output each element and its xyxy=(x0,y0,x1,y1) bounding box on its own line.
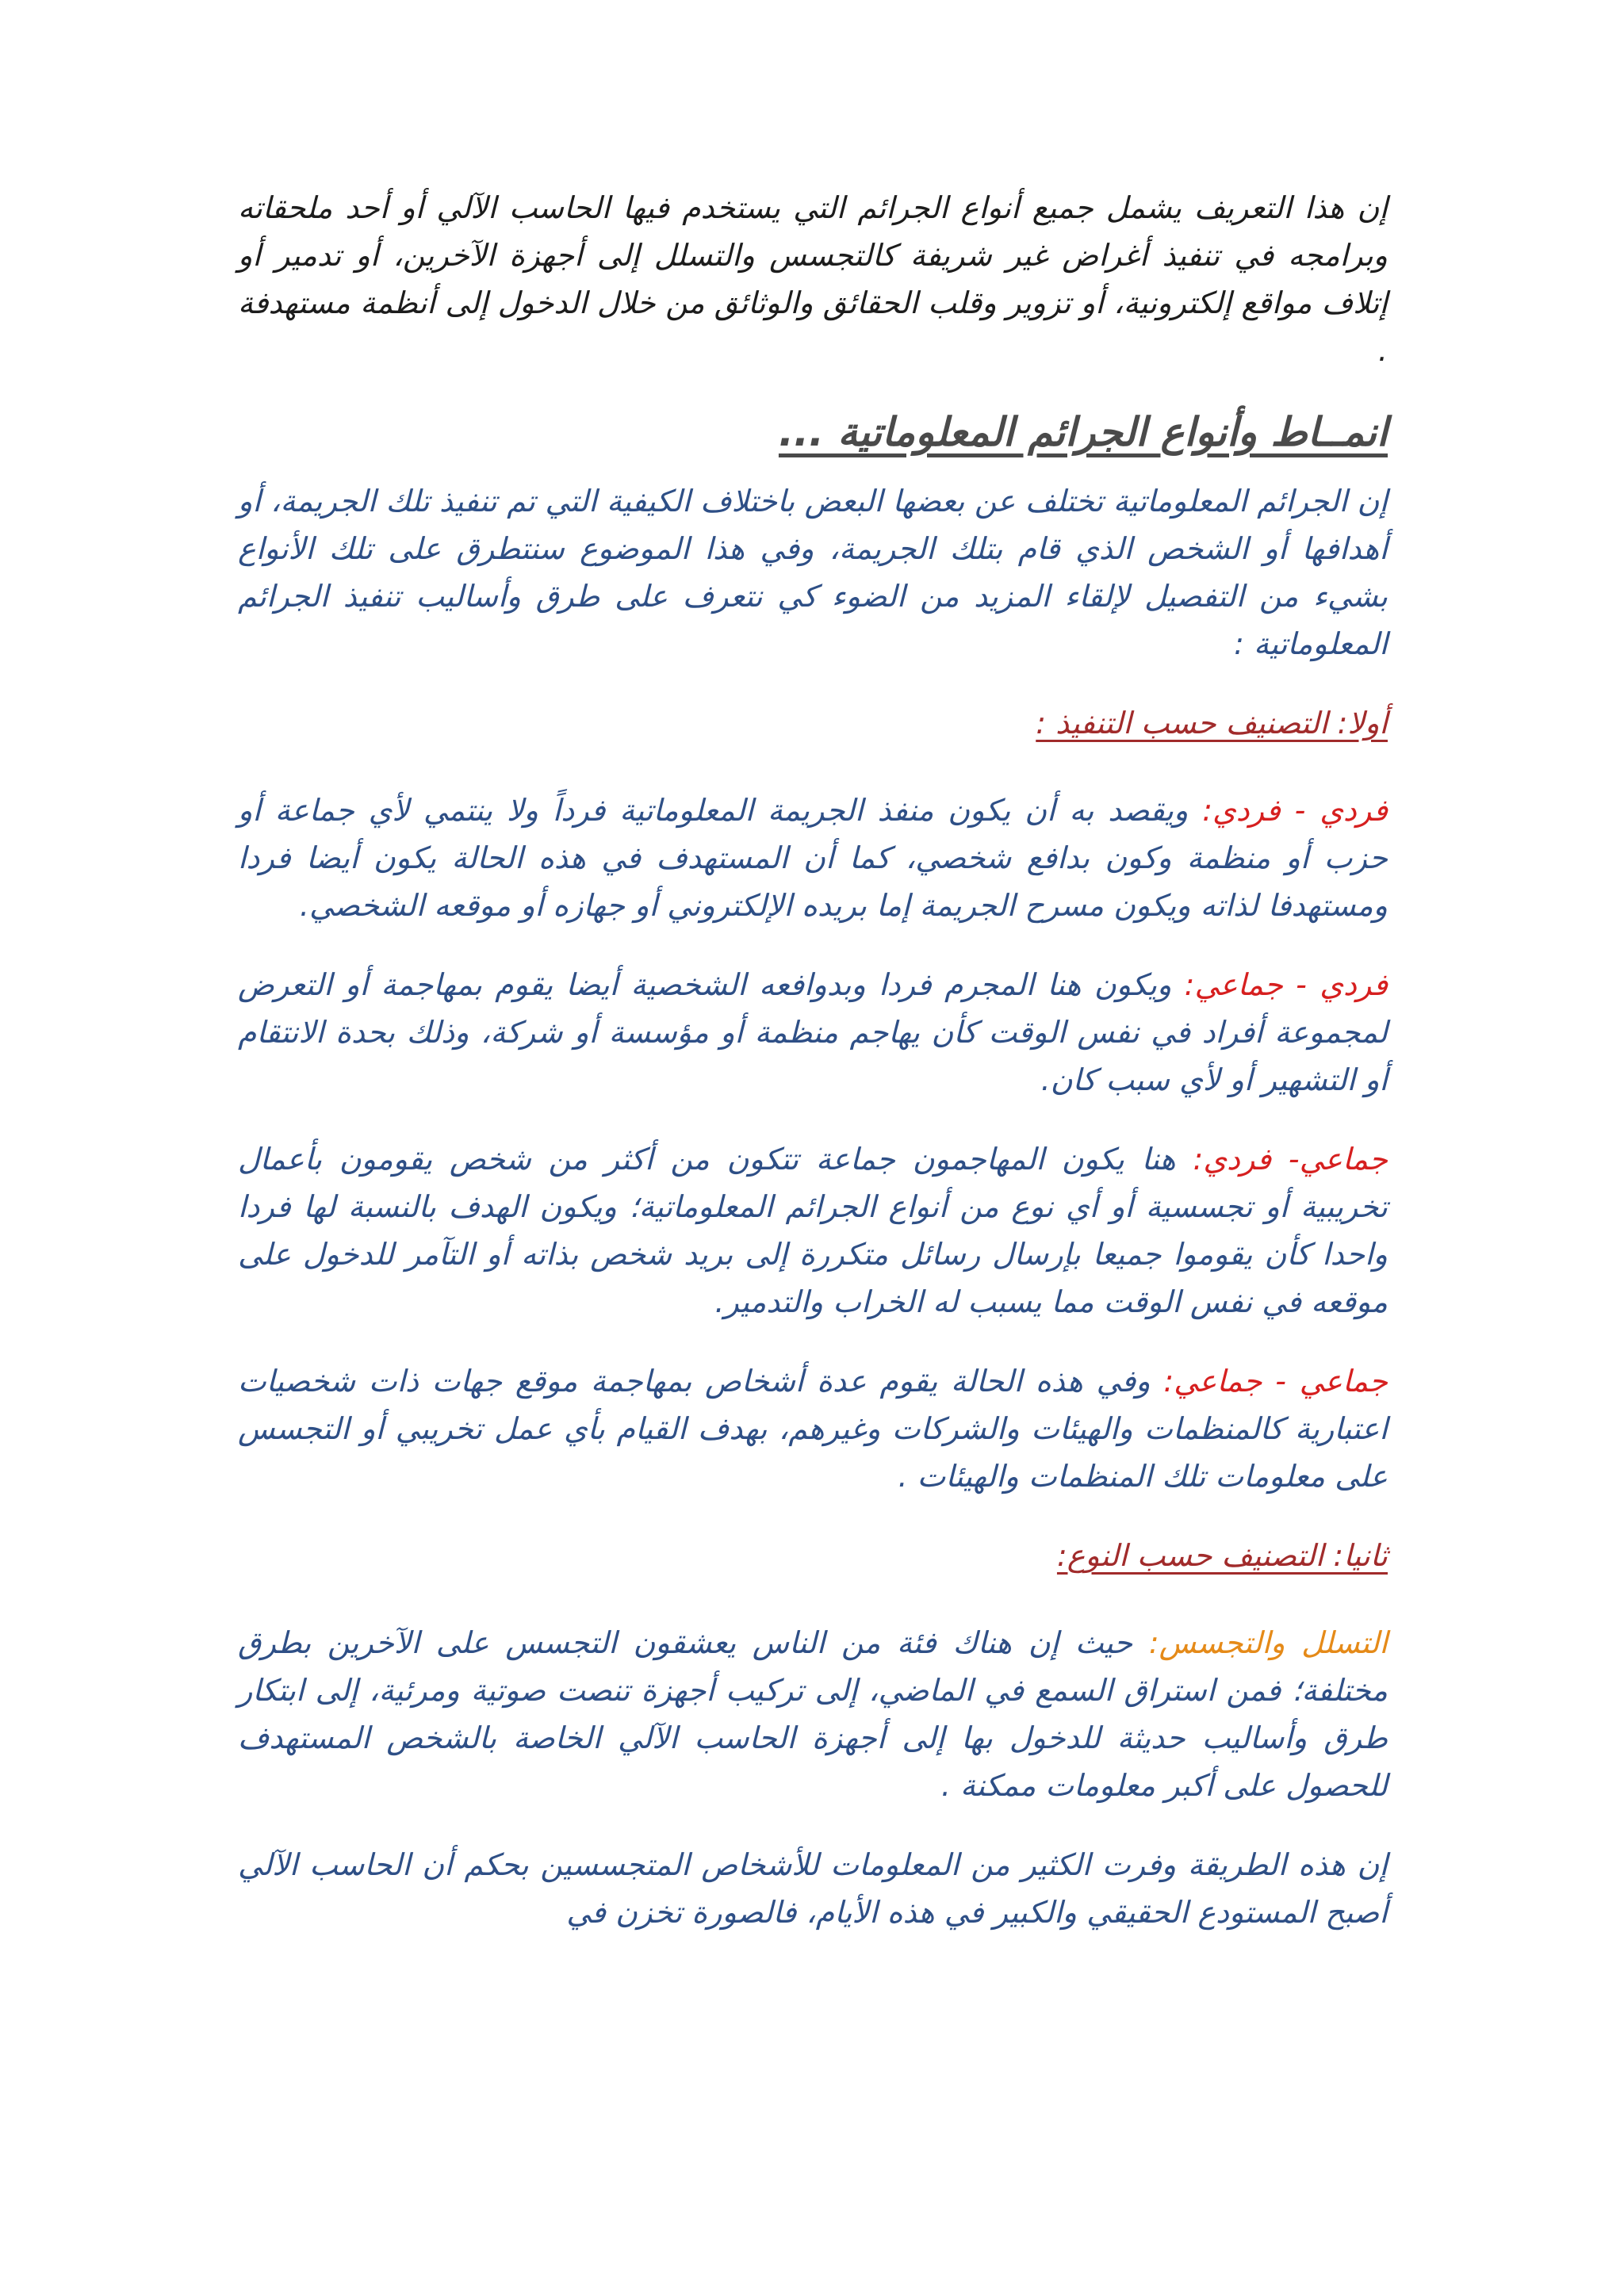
subheading-type: ثانيا: التصنيف حسب النوع: xyxy=(1056,1538,1388,1573)
section-intro-paragraph: إن الجرائم المعلوماتية تختلف عن بعضها البعض باختلاف الكيفية التي تم تنفيذ تلك الجريمة، أو أهدافها أو الشخص الذي قام بتلك الجريمة، وفي هذا الموضوع سنتطرق على تلك الأنواع بشيء من التفصيل لإلقاء المزيد من الضوء كي نتعرف على طرق وأساليب تنفيذ الجرائم المعلوماتية : xyxy=(238,484,1388,661)
section-heading: انمــاط وأنواع الجرائم المعلوماتية ... xyxy=(778,409,1388,455)
term-description: ويكون هنا المجرم فردا وبدوافعه الشخصية أيضا يقوم بمهاجمة أو التعرض لمجموعة أفراد في نفس الوقت كأن يهاجم منظمة أو مؤسسة أو شركة، وذلك بحدة الانتقام أو التشهير أو لأي سبب كان. xyxy=(238,967,1388,1097)
subheading-execution: أولا: التصنيف حسب التنفيذ : xyxy=(1036,706,1388,740)
term-description: حيث إن هناك فئة من الناس يعشقون التجسس على الآخرين بطرق مختلفة؛ فمن استراق السمع في الماضي، إلى تركيب أجهزة تنصت صوتية ومرئية، إلى ابتكار طرق وأساليب حديثة للدخول بها إلى أجهزة الحاسب الآلي الخاصة بالشخص المستهدف للحصول على أكبر معلومات ممكنة . xyxy=(238,1625,1388,1803)
paragraph-group-individual xyxy=(238,1135,1388,1326)
term-label: فردي - جماعي: xyxy=(1184,967,1388,1002)
paragraph-infiltration-espionage xyxy=(238,1619,1388,1809)
term-description: وفي هذه الحالة يقوم عدة أشخاص بمهاجمة موقع جهات ذات شخصيات اعتبارية كالمنظمات والهيئات والشركات وغيرهم، بهدف القيام بأي عمل تخريبي أو التجسس على معلومات تلك المنظمات والهيئات . xyxy=(238,1364,1388,1494)
term-label: جماعي - جماعي: xyxy=(1163,1364,1388,1399)
term-description: ويقصد به أن يكون منفذ الجريمة المعلوماتية فرداً ولا ينتمي لأي جماعة أو حزب أو منظمة وكون بدافع شخصي، كما أن المستهدف في هذه الحالة يكون أيضا فردا ومستهدفا لذاته ويكون مسرح الجريمة إما بريده الإلكتروني أو جهازه أو موقعه الشخصي. xyxy=(238,793,1388,923)
intro-paragraph: إن هذا التعريف يشمل جميع أنواع الجرائم التي يستخدم فيها الحاسب الآلي أو أحد ملحقاته وبرامجه في تنفيذ أغراض غير شريفة كالتجسس والتسلل إلى أجهزة الآخرين، أو تدمير أو إتلاف مواقع إلكترونية، أو تزوير وقلب الحقائق والوثائق من خلال الدخول إلى أنظمة مستهدفة . xyxy=(238,190,1388,368)
term-label: فردي - فردي: xyxy=(1202,793,1388,828)
paragraph-individual-group xyxy=(238,961,1388,1104)
term-description: هنا يكون المهاجمون جماعة تتكون من أكثر من شخص يقومون بأعمال تخريبية أو تجسسية أو أي نوع من أنواع الجرائم المعلوماتية؛ ويكون الهدف بالنسبة لها فردا واحدا كأن يقوموا جميعا بإرسال رسائل متكررة إلى بريد شخص بذاته أو التآمر للدخول على موقعه في نفس الوقت مما يسبب له الخراب والتدمير. xyxy=(238,1142,1388,1319)
term-label: التسلل والتجسس: xyxy=(1148,1625,1388,1660)
term-label: جماعي- فردي: xyxy=(1193,1142,1388,1177)
document-body xyxy=(238,184,1388,1936)
paragraph-group-group xyxy=(238,1357,1388,1500)
closing-paragraph: إن هذه الطريقة وفرت الكثير من المعلومات للأشخاص المتجسسين بحكم أن الحاسب الآلي أصبح المستودع الحقيقي والكبير في هذه الأيام، فالصورة تخزن في xyxy=(238,1847,1388,1930)
paragraph-individual-individual xyxy=(238,786,1388,929)
